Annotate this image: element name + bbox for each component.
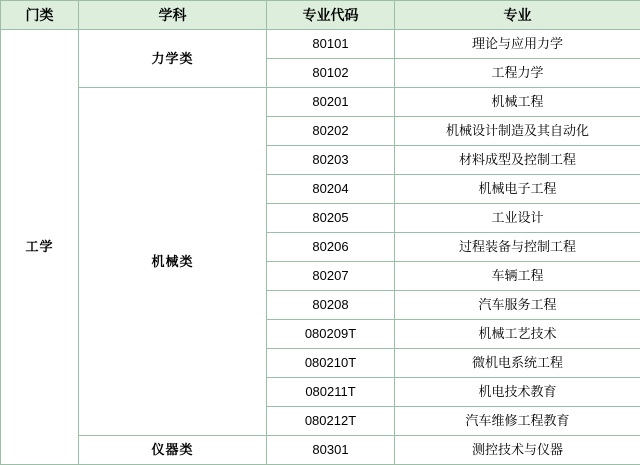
header-row <box>1 1 640 30</box>
column-header-category: 门类 <box>1 1 79 30</box>
major-code-cell: 80102 <box>267 59 395 88</box>
major-code-cell: 80301 <box>267 436 395 465</box>
major-name-cell: 机械工艺技术 <box>395 320 640 349</box>
column-header-major: 专业 <box>395 1 640 30</box>
table-header <box>1 1 640 30</box>
major-code-cell: 080211T <box>267 378 395 407</box>
major-name-cell: 理论与应用力学 <box>395 30 640 59</box>
major-name-cell: 过程装备与控制工程 <box>395 233 640 262</box>
major-name-cell: 工业设计 <box>395 204 640 233</box>
major-name-cell: 汽车服务工程 <box>395 291 640 320</box>
major-name-cell: 机械设计制造及其自动化 <box>395 117 640 146</box>
major-name-cell: 机械电子工程 <box>395 175 640 204</box>
major-code-cell: 80207 <box>267 262 395 291</box>
major-code-cell: 80204 <box>267 175 395 204</box>
major-code-cell: 80206 <box>267 233 395 262</box>
major-name-cell: 工程力学 <box>395 59 640 88</box>
table-body <box>1 30 640 465</box>
category-cell: 工学 <box>1 30 79 465</box>
major-code-cell: 80203 <box>267 146 395 175</box>
major-name-cell: 机械工程 <box>395 88 640 117</box>
table-row <box>1 436 640 465</box>
table-row <box>1 88 640 117</box>
major-code-cell: 80201 <box>267 88 395 117</box>
column-header-discipline: 学科 <box>79 1 267 30</box>
major-name-cell: 材料成型及控制工程 <box>395 146 640 175</box>
table-row <box>1 30 640 59</box>
discipline-cell: 机械类 <box>79 88 267 436</box>
major-code-cell: 80101 <box>267 30 395 59</box>
major-name-cell: 测控技术与仪器 <box>395 436 640 465</box>
major-code-cell: 080209T <box>267 320 395 349</box>
discipline-cell: 仪器类 <box>79 436 267 465</box>
major-code-cell: 80205 <box>267 204 395 233</box>
major-code-cell: 080210T <box>267 349 395 378</box>
major-name-cell: 车辆工程 <box>395 262 640 291</box>
discipline-cell: 力学类 <box>79 30 267 88</box>
major-name-cell: 机电技术教育 <box>395 378 640 407</box>
major-code-cell: 080212T <box>267 407 395 436</box>
column-header-major-code: 专业代码 <box>267 1 395 30</box>
major-name-cell: 微机电系统工程 <box>395 349 640 378</box>
major-code-cell: 80202 <box>267 117 395 146</box>
major-code-cell: 80208 <box>267 291 395 320</box>
major-name-cell: 汽车维修工程教育 <box>395 407 640 436</box>
